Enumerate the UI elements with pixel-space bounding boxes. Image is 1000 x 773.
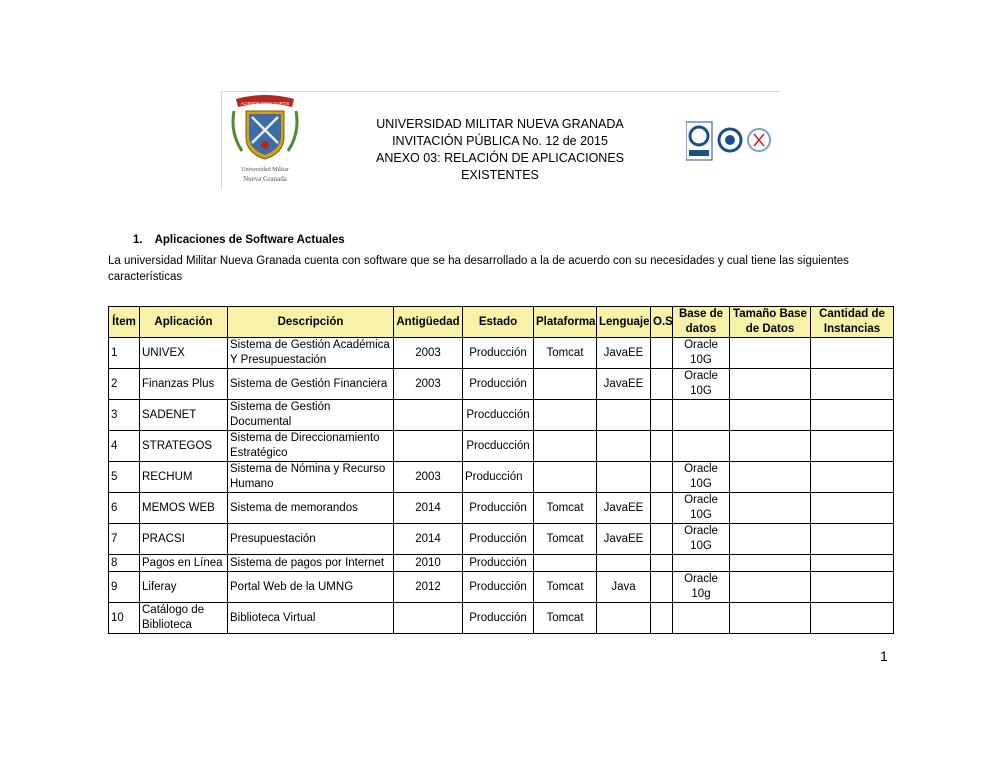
cell-description: Presupuestación bbox=[228, 524, 394, 555]
cell-database-size bbox=[730, 572, 811, 603]
cell-instances bbox=[811, 431, 894, 462]
cell-description: Sistema de Nómina y Recurso Humano bbox=[228, 462, 394, 493]
header-status: Estado bbox=[463, 307, 534, 338]
cell-instances bbox=[811, 369, 894, 400]
cell-os bbox=[651, 369, 673, 400]
cell-status: Producción bbox=[463, 555, 534, 572]
cell-application: SADENET bbox=[140, 400, 228, 431]
cell-os bbox=[651, 462, 673, 493]
cell-platform: Tomcat bbox=[534, 524, 597, 555]
page-number: 1 bbox=[880, 648, 888, 664]
table-header-row bbox=[109, 307, 894, 338]
table-row bbox=[109, 524, 894, 555]
cell-instances bbox=[811, 555, 894, 572]
cell-database: Oracle 10G bbox=[673, 462, 730, 493]
header-item: Ítem bbox=[109, 307, 140, 338]
cell-age: 2012 bbox=[394, 572, 463, 603]
table-row bbox=[109, 572, 894, 603]
cell-status: Procducción bbox=[463, 431, 534, 462]
cell-database-size bbox=[730, 493, 811, 524]
cell-age bbox=[394, 603, 463, 634]
cell-database-size bbox=[730, 603, 811, 634]
cell-age: 2003 bbox=[394, 338, 463, 369]
table-row bbox=[109, 555, 894, 572]
cell-status: Producción bbox=[463, 462, 534, 493]
header-database-size: Tamaño Base de Datos bbox=[730, 307, 811, 338]
cell-os bbox=[651, 338, 673, 369]
title-annex: ANEXO 03: RELACIÓN DE APLICACIONES EXISTENTES bbox=[376, 151, 624, 182]
cell-status: Producción bbox=[463, 493, 534, 524]
cell-language: JavaEE bbox=[597, 369, 651, 400]
logo-name-line1: Universidad Militar bbox=[241, 167, 289, 173]
cell-status: Producción bbox=[463, 338, 534, 369]
cell-age bbox=[394, 400, 463, 431]
cell-os bbox=[651, 431, 673, 462]
cell-status: Producción bbox=[463, 369, 534, 400]
cell-database: Oracle 10G bbox=[673, 524, 730, 555]
cell-application: Liferay bbox=[140, 572, 228, 603]
cell-item: 1 bbox=[109, 338, 140, 369]
cell-os bbox=[651, 493, 673, 524]
cell-os bbox=[651, 524, 673, 555]
cell-item: 6 bbox=[109, 493, 140, 524]
cell-database bbox=[673, 603, 730, 634]
header-age: Antigüedad bbox=[394, 307, 463, 338]
cell-item: 5 bbox=[109, 462, 140, 493]
cell-os bbox=[651, 555, 673, 572]
cell-os bbox=[651, 572, 673, 603]
section-title: Aplicaciones de Software Actuales bbox=[154, 234, 345, 246]
cell-language bbox=[597, 400, 651, 431]
section-intro: La universidad Militar Nueva Granada cuenta con software que se ha desarrollado a la de acuerdo con su necesidades y cual tiene las siguientes características bbox=[108, 255, 849, 283]
cell-status: Producción bbox=[463, 524, 534, 555]
cell-platform bbox=[534, 400, 597, 431]
logo-name-line2: Nueva Granada bbox=[243, 175, 287, 183]
cell-age: 2003 bbox=[394, 369, 463, 400]
table-row bbox=[109, 493, 894, 524]
cell-age: 2010 bbox=[394, 555, 463, 572]
table-row bbox=[109, 400, 894, 431]
table-row bbox=[109, 431, 894, 462]
document-title bbox=[340, 116, 660, 184]
cell-platform: Tomcat bbox=[534, 572, 597, 603]
cell-application: RECHUM bbox=[140, 462, 228, 493]
cell-item: 7 bbox=[109, 524, 140, 555]
cell-language: JavaEE bbox=[597, 493, 651, 524]
title-university: UNIVERSIDAD MILITAR NUEVA GRANADA bbox=[376, 117, 624, 131]
cell-application: STRATEGOS bbox=[140, 431, 228, 462]
cell-instances bbox=[811, 493, 894, 524]
umng-logo bbox=[228, 93, 302, 187]
cell-language: Java bbox=[597, 572, 651, 603]
cell-status: Producción bbox=[463, 572, 534, 603]
cell-description: Sistema de memorandos bbox=[228, 493, 394, 524]
table-row bbox=[109, 462, 894, 493]
cell-status: Procducción bbox=[463, 400, 534, 431]
header-instances: Cantidad de Instancias bbox=[811, 307, 894, 338]
cell-database: Oracle 10G bbox=[673, 493, 730, 524]
cell-description: Sistema de Direccionamiento Estratégico bbox=[228, 431, 394, 462]
cell-application: Pagos en Línea bbox=[140, 555, 228, 572]
cell-platform: Tomcat bbox=[534, 603, 597, 634]
cell-database-size bbox=[730, 524, 811, 555]
header-application: Aplicación bbox=[140, 307, 228, 338]
cell-application: Catálogo de Biblioteca bbox=[140, 603, 228, 634]
cell-platform: Tomcat bbox=[534, 338, 597, 369]
section-heading bbox=[133, 234, 345, 246]
cell-database bbox=[673, 400, 730, 431]
cell-database: Oracle 10G bbox=[673, 369, 730, 400]
cell-platform bbox=[534, 555, 597, 572]
cell-status: Producción bbox=[463, 603, 534, 634]
cell-os bbox=[651, 400, 673, 431]
cell-description: Biblioteca Virtual bbox=[228, 603, 394, 634]
cell-database-size bbox=[730, 462, 811, 493]
cell-description: Sistema de Gestión Documental bbox=[228, 400, 394, 431]
table-row bbox=[109, 338, 894, 369]
applications-table bbox=[108, 306, 894, 634]
cell-age: 2003 bbox=[394, 462, 463, 493]
cell-description: Sistema de Gestión Financiera bbox=[228, 369, 394, 400]
table-row bbox=[109, 369, 894, 400]
cell-item: 4 bbox=[109, 431, 140, 462]
header-database: Base de datos bbox=[673, 307, 730, 338]
cell-instances bbox=[811, 338, 894, 369]
cell-platform bbox=[534, 462, 597, 493]
logo-motto-text: ACIENDE FIDES FORTIS bbox=[240, 101, 290, 106]
cell-platform bbox=[534, 431, 597, 462]
table-row bbox=[109, 603, 894, 634]
cell-age: 2014 bbox=[394, 493, 463, 524]
cell-database-size bbox=[730, 431, 811, 462]
cell-description: Portal Web de la UMNG bbox=[228, 572, 394, 603]
cell-item: 2 bbox=[109, 369, 140, 400]
cell-item: 8 bbox=[109, 555, 140, 572]
cell-language bbox=[597, 555, 651, 572]
header-platform: Plataforma bbox=[534, 307, 597, 338]
cell-platform: Tomcat bbox=[534, 493, 597, 524]
cell-database-size bbox=[730, 369, 811, 400]
cell-instances bbox=[811, 400, 894, 431]
cell-language: JavaEE bbox=[597, 524, 651, 555]
cell-instances bbox=[811, 572, 894, 603]
cell-instances bbox=[811, 462, 894, 493]
cell-instances bbox=[811, 603, 894, 634]
cell-application: PRACSI bbox=[140, 524, 228, 555]
header-language: Lenguaje bbox=[597, 307, 651, 338]
title-invitation: INVITACIÓN PÚBLICA No. 12 de 2015 bbox=[392, 134, 608, 148]
cell-application: MEMOS WEB bbox=[140, 493, 228, 524]
cell-age: 2014 bbox=[394, 524, 463, 555]
cell-database-size bbox=[730, 338, 811, 369]
cell-application: UNIVEX bbox=[140, 338, 228, 369]
cell-database bbox=[673, 431, 730, 462]
cell-database-size bbox=[730, 400, 811, 431]
cell-language bbox=[597, 431, 651, 462]
cell-language bbox=[597, 462, 651, 493]
cell-item: 10 bbox=[109, 603, 140, 634]
cell-item: 3 bbox=[109, 400, 140, 431]
cell-language bbox=[597, 603, 651, 634]
cell-language: JavaEE bbox=[597, 338, 651, 369]
cell-description: Sistema de Gestión Académica Y Presupuestación bbox=[228, 338, 394, 369]
cell-database: Oracle 10G bbox=[673, 338, 730, 369]
cell-description: Sistema de pagos por Internet bbox=[228, 555, 394, 572]
section-number: 1. bbox=[133, 234, 143, 246]
certification-logos bbox=[686, 120, 774, 168]
cell-os bbox=[651, 603, 673, 634]
cell-database-size bbox=[730, 555, 811, 572]
header-os: O.S bbox=[651, 307, 673, 338]
cell-item: 9 bbox=[109, 572, 140, 603]
cell-database bbox=[673, 555, 730, 572]
cell-application: Finanzas Plus bbox=[140, 369, 228, 400]
cell-age bbox=[394, 431, 463, 462]
cell-database: Oracle 10g bbox=[673, 572, 730, 603]
cell-platform bbox=[534, 369, 597, 400]
cell-instances bbox=[811, 524, 894, 555]
header-description: Descripción bbox=[228, 307, 394, 338]
